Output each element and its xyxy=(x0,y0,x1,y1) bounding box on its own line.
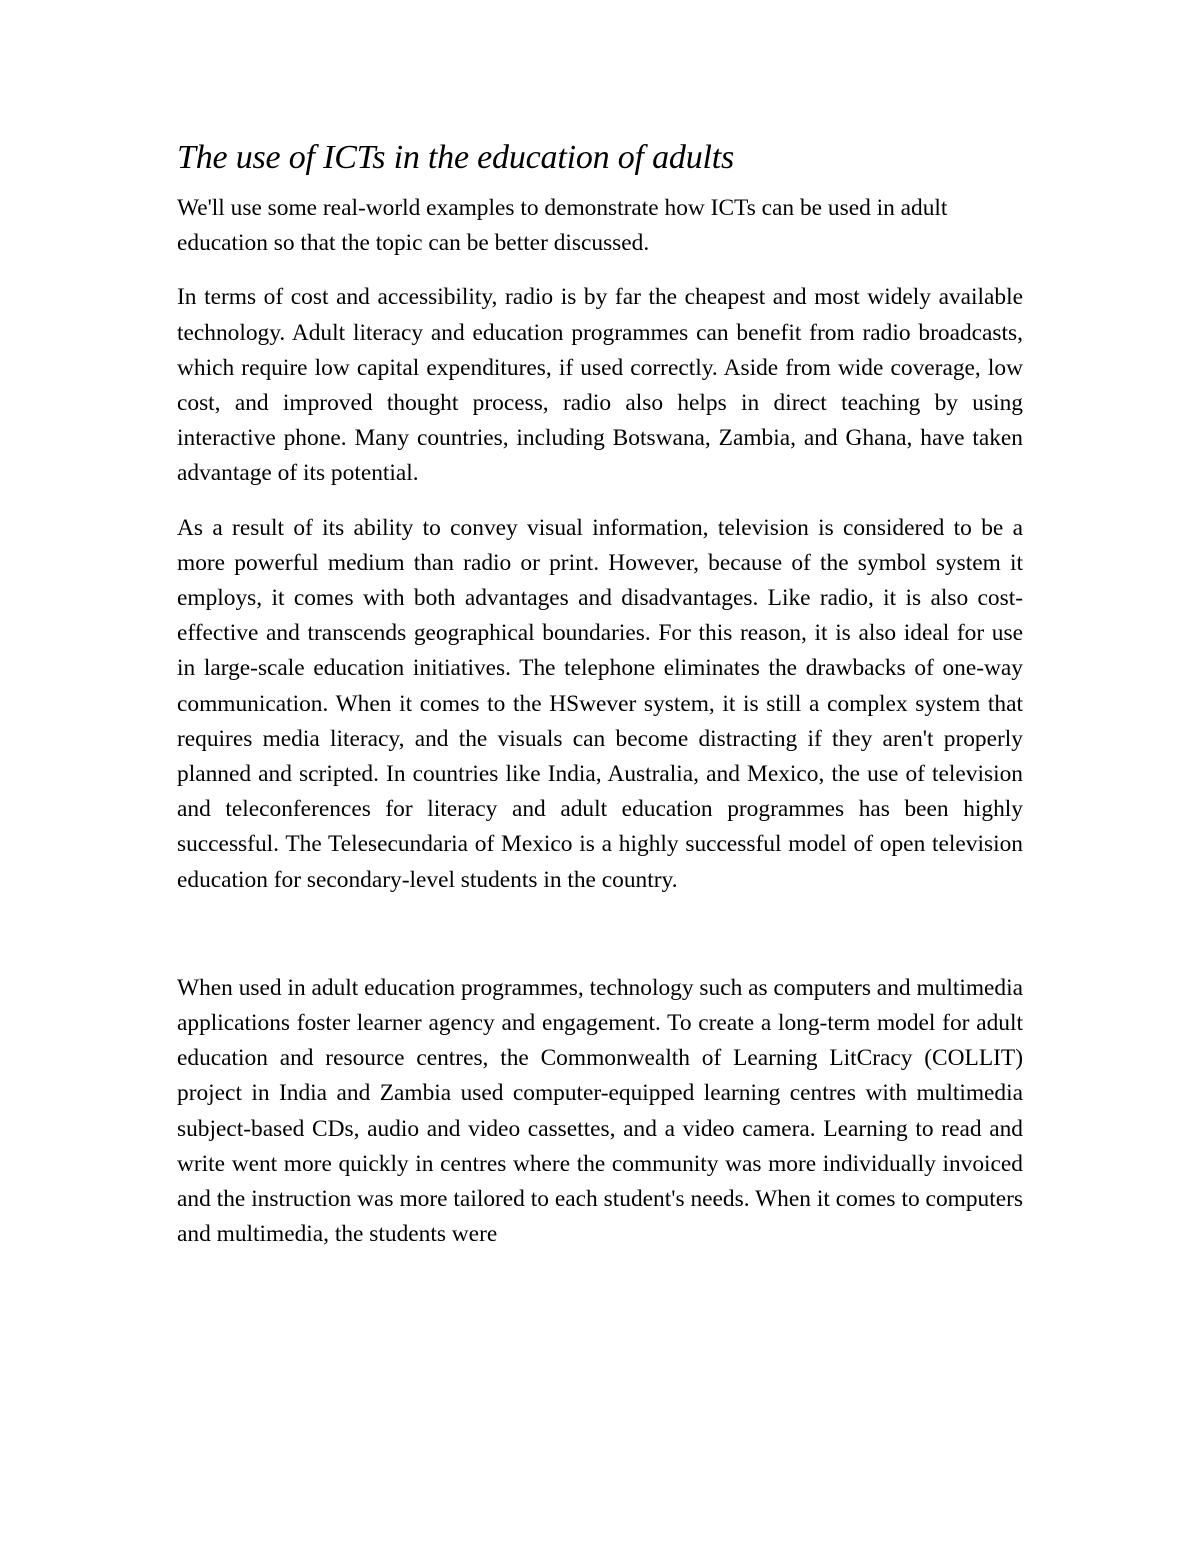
document-title: The use of ICTs in the education of adults xyxy=(177,139,735,176)
paragraph-radio: In terms of cost and accessibility, radio is by far the cheapest and most widely available technology. Adult literacy and education programmes can benefit from radio broadcasts, which require low capital expenditures, if used correctly. Aside from wide coverage, low cost, and improved thought process, radio also helps in direct teaching by using interactive phone. Many countries, including Botswana, Zambia, and Ghana, have taken advantage of its potential. xyxy=(177,284,1023,487)
paragraph-intro: We'll use some real-world examples to demonstrate how ICTs can be used in adult education so that the topic can be better discussed. xyxy=(177,195,948,257)
paragraph-computers: When used in adult education programmes, technology such as computers and multimedia applications foster learner agency and engagement. To create a long-term model for adult education and resource centres, the Commonwealth of Learning LitCracy (COLLIT) project in India and Zambia used computer-equipped learning centres with multimedia subject-based CDs, audio and video cassettes, and a video camera. Learning to read and write went more quickly in centres where the community was more individually invoiced and the instruction was more tailored to each student's needs. When it comes to computers and multimedia, the students were xyxy=(177,974,1023,1248)
paragraph-gap xyxy=(177,917,1023,971)
document-body xyxy=(177,135,1023,1271)
paragraph-television: As a result of its ability to convey visual information, television is considered to be a more powerful medium than radio or print. However, because of the symbol system it employs, it comes with both advantages and disadvantages. Like radio, it is also cost-effective and transcends geographical boundaries. For this reason, it is also ideal for use in large-scale education initiatives. The telephone eliminates the drawbacks of one-way communication. When it comes to the HSwever system, it is still a complex system that requires media literacy, and the visuals can become distracting if they aren't properly planned and scripted. In countries like India, Australia, and Mexico, the use of television and teleconferences for literacy and adult education programmes has been highly successful. The Telesecundaria of Mexico is a highly successful model of open television education for secondary-level students in the country. xyxy=(177,514,1023,893)
